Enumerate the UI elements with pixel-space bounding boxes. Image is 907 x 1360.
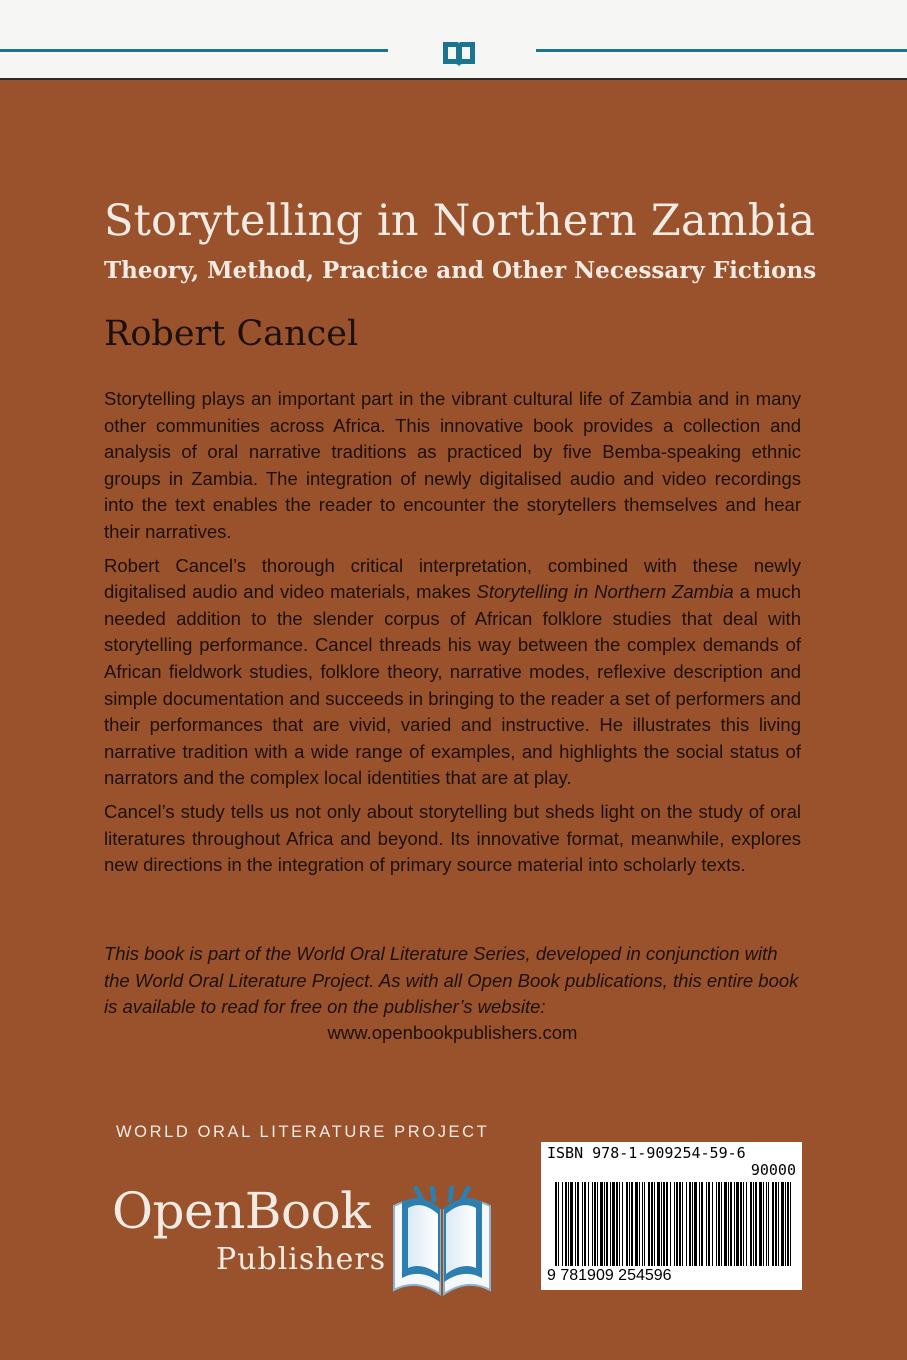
blurb-p2-end: a much needed addition to the slender corpus of African folklore studies that deal with storytelling performance. Cancel threads his way between the complex demands of African fieldwork studies, folklore theory, narrative modes, reflexive description and simple documentation and succeeds in bringing to the reader a set of performers and their performances that are vivid, varied and instructive. He illustrates this living narrative tradition with a wide range of examples, and highlights the social status of narrators and the complex local identities that are at play.	[104, 581, 802, 789]
publisher-website: www.openbookpublishers.com	[327, 1022, 578, 1043]
isbn-text: ISBN 978-1-909254-59-6	[547, 1144, 746, 1162]
open-book-logo-icon	[440, 38, 478, 68]
publisher-name: OpenBook	[112, 1182, 371, 1240]
book-subtitle: Theory, Method, Practice and Other Necessary Fictions	[104, 257, 817, 284]
barcode-addon: 90000	[750, 1161, 796, 1179]
blurb-paragraph-1: Storytelling plays an important part in the vibrant cultural life of Zambia and in many other communities across Africa. This innovative book provides a collection and analysis of oral narrative traditions as practiced by five Bemba-speaking ethnic groups in Zambia. The integration of newly digitalised audio and video recordings into the text enables the reader to encounter the storytellers themselves and hear their narratives.	[104, 388, 801, 542]
publisher-sub: Publishers	[216, 1242, 387, 1277]
ean-digits: 9 781909 254596	[547, 1267, 672, 1284]
blurb-paragraph-3: Cancel’s study tells us not only about storytelling but sheds light on the study of oral literatures throughout Africa and beyond. Its innovative format, meanwhile, explores new directions in the integration of primary source material into scholarly texts.	[104, 800, 801, 876]
series-note: This book is part of the World Oral Literature Series, developed in conjunction with the World Oral Literature Project. As with all Open Book publications, this entire book is available to read for free on the publisher’s website:	[104, 943, 799, 1018]
project-label: WORLD ORAL LITERATURE PROJECT	[116, 1123, 490, 1141]
blurb-paragraph-2	[104, 553, 801, 792]
top-strip	[0, 0, 907, 80]
blurb-p2-start: Robert Cancel’s thorough critical interpretation, combined with these newly digitalised audio and video materials, makes	[104, 554, 801, 603]
barcode-box	[541, 1142, 802, 1290]
book-title: Storytelling in Northern Zambia	[104, 196, 816, 246]
strip-line-right	[536, 49, 907, 52]
book-icon	[392, 1186, 492, 1296]
author-name: Robert Cancel	[104, 314, 359, 354]
blurb	[104, 386, 801, 886]
strip-line-left	[0, 49, 388, 52]
barcode-icon	[555, 1182, 791, 1266]
blurb-p2-book-title: Storytelling in Northern Zambia	[476, 581, 734, 603]
